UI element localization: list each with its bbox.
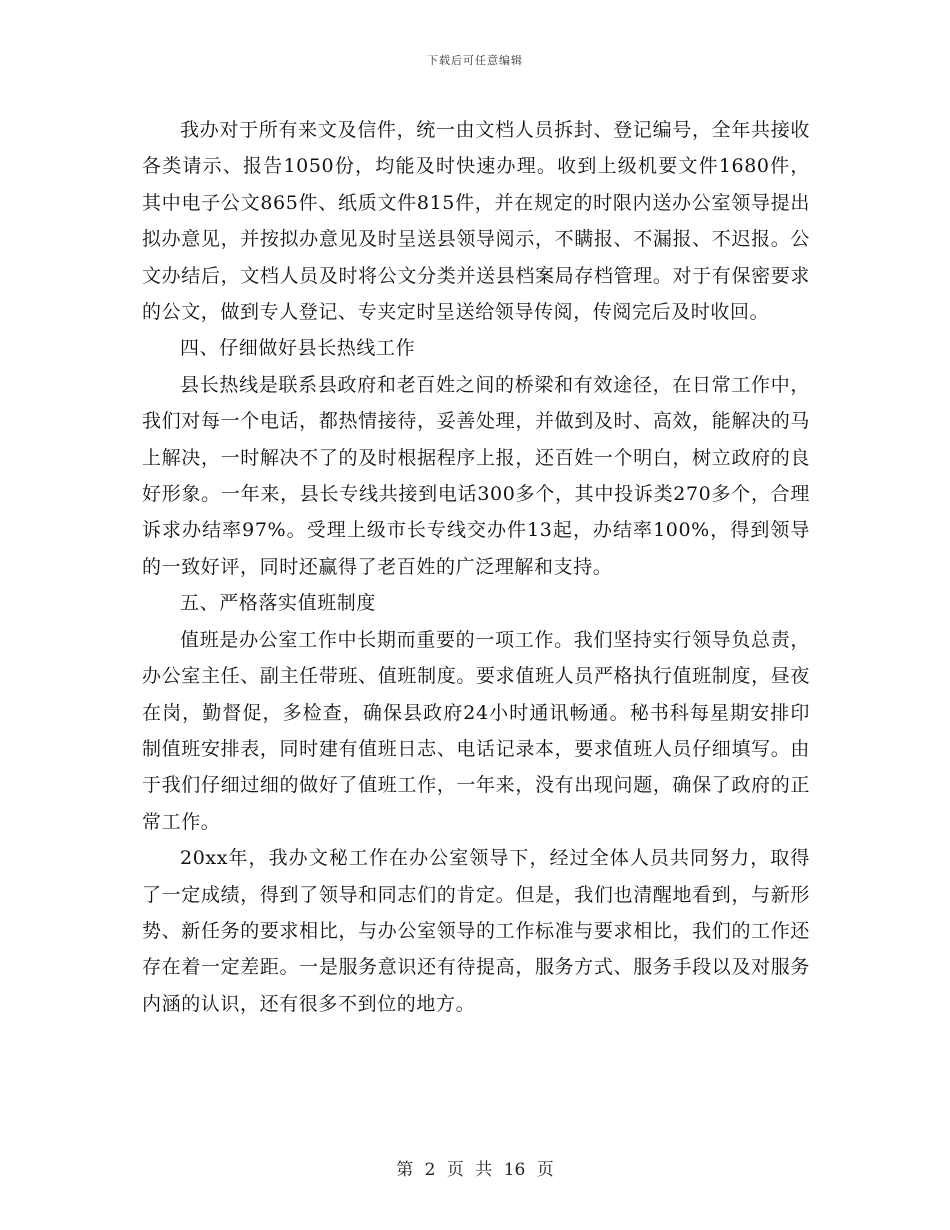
document-body bbox=[142, 112, 810, 1022]
footer-label-ye-2: 页 bbox=[536, 1160, 554, 1180]
paragraph-document-handling: 我办对于所有来文及信件，统一由文档人员拆封、登记编号，全年共接收各类请示、报告1050份，均能及时快速办理。收到上级机要文件1680件，其中电子公文865件、纸质文件815件，并在规定的时限内送办公室领导提出拟办意见，并按拟办意见及时呈送县领导阅示，不瞒报、不漏报、不迟报。公文办结后，文档人员及时将公文分类并送县档案局存档管理。对于有保密要求的公文，做到专人登记、专夹定时呈送给领导传阅，传阅完后及时收回。 bbox=[142, 119, 810, 324]
page-header: 下载后可任意编辑 bbox=[427, 54, 523, 67]
footer-label-ye: 页 bbox=[446, 1160, 464, 1180]
footer-label-di: 第 bbox=[396, 1160, 414, 1180]
paragraph-summary: 20xx年，我办文秘工作在办公室领导下，经过全体人员共同努力，取得了一定成绩，得到了领导和同志们的肯定。但是，我们也清醒地看到，与新形势、新任务的要求相比，与办公室领导的工作标准与要求相比，我们的工作还存在着一定差距。一是服务意识还有待提高，服务方式、服务手段以及对服务内涵的认识，还有很多不到位的地方。 bbox=[142, 847, 810, 1015]
paragraph-hotline: 县长热线是联系县政府和老百姓之间的桥梁和有效途径，在日常工作中，我们对每一个电话，都热情接待，妥善处理，并做到及时、高效，能解决的马上解决，一时解决不了的及时根据程序上报，还百姓一个明白，树立政府的良好形象。一年来，县长专线共接到电话300多个，其中投诉类270多个，合理诉求办结率97%。受理上级市长专线交办件13起，办结率100%，得到领导的一致好评，同时还赢得了老百姓的广泛理解和支持。 bbox=[142, 373, 810, 578]
footer-label-gong: 共 bbox=[475, 1160, 493, 1180]
total-page-count: 16 bbox=[503, 1160, 526, 1180]
paragraph-duty: 值班是办公室工作中长期而重要的一项工作。我们坚持实行领导负总责，办公室主任、副主任带班、值班制度。要求值班人员严格执行值班制度，昼夜在岗，勤督促，多检查，确保县政府24小时通讯畅通。秘书科每星期安排印制值班安排表，同时建有值班日志、电话记录本，要求值班人员仔细填写。由于我们仔细过细的做好了值班工作，一年来，没有出现问题，确保了政府的正常工作。 bbox=[142, 628, 810, 833]
section-heading-hotline: 四、仔细做好县长热线工作 bbox=[180, 337, 416, 360]
page-footer bbox=[0, 1155, 950, 1180]
current-page-number: 2 bbox=[424, 1160, 436, 1180]
section-heading-duty: 五、严格落实值班制度 bbox=[180, 592, 377, 615]
